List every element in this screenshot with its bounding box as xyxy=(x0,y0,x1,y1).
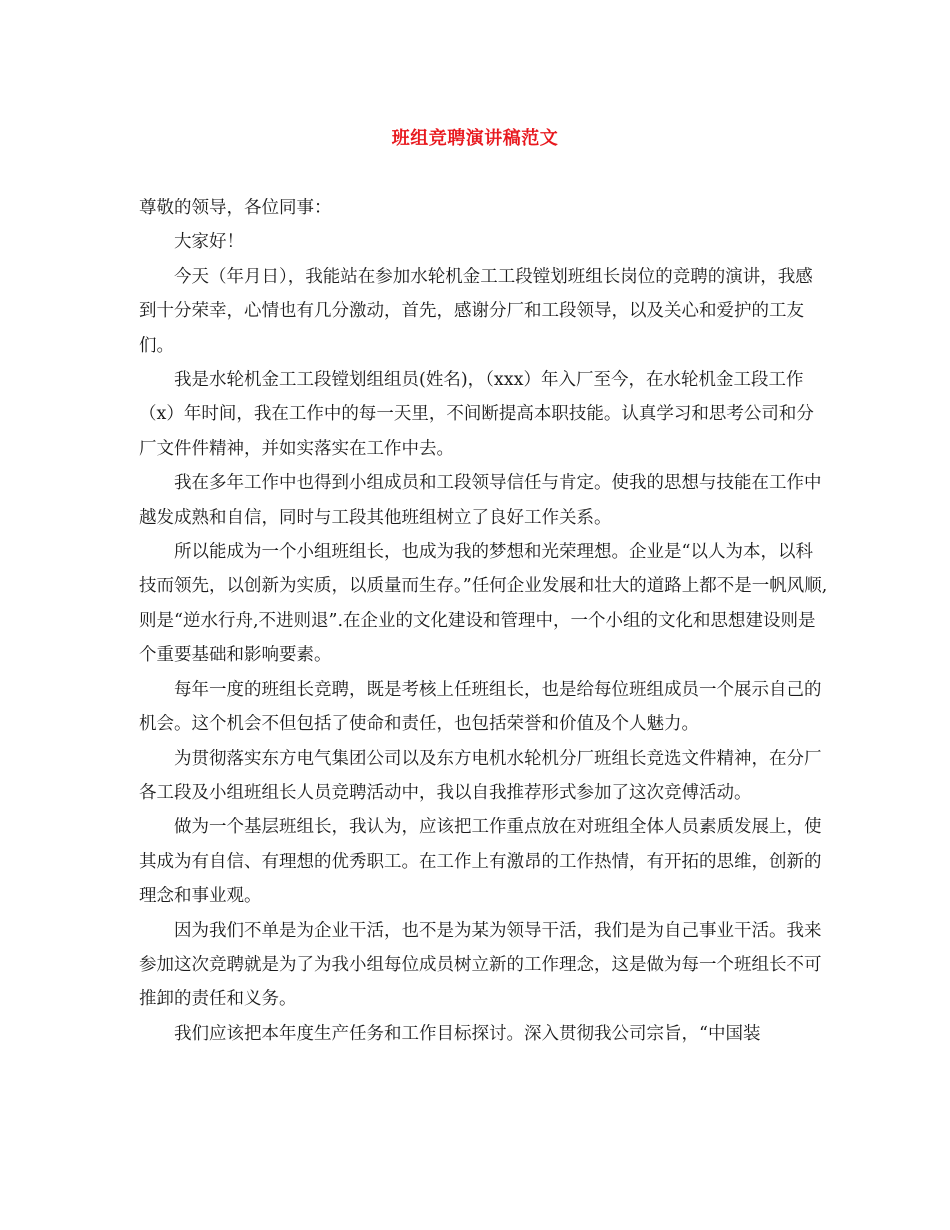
paragraph: 所以能成为一个小组班组长，也成为我的梦想和光荣理想。企业是“以人为本，以科技而领先，以创新为实质，以质量而生存。”任何企业发展和壮大的道路上都不是一帆风顺,则是“逆水行舟,不进则退”.在企业的文化建设和管理中，一个小组的文化和思想建设则是个重要基础和影响要素。 xyxy=(139,542,828,666)
paragraph: 大家好！ xyxy=(174,232,244,253)
salutation: 尊敬的领导，各位同事： xyxy=(139,198,332,218)
paragraph: 我在多年工作中也得到小组成员和工段领导信任与肯定。使我的思想与技能在工作中越发成熟和自信，同时与工段其他班组树立了良好工作关系。 xyxy=(139,473,822,528)
paragraph: 因为我们不单是为企业干活，也不是为某为领导干活，我们是为自己事业干活。我来参加这次竞聘就是为了为我小组每位成员树立新的工作理念，这是做为每一个班组长不可推卸的责任和义务。 xyxy=(139,920,822,1010)
paragraph: 我们应该把本年度生产任务和工作目标探讨。深入贯彻我公司宗旨，“中国装 xyxy=(174,1023,761,1044)
document-title: 班组竞聘演讲稿范文 xyxy=(391,128,559,149)
paragraph: 每年一度的班组长竞聘，既是考核上任班组长，也是给每位班组成员一个展示自己的机会。这个机会不但包括了使命和责任，也包括荣誉和价值及个人魅力。 xyxy=(139,679,822,735)
paragraph: 我是水轮机金工工段镗划组组员(姓名)，（xxx）年入厂至今，在水轮机金工段工作（x）年时间，我在工作中的每一天里，不间断提高本职技能。认真学习和思考公司和分厂文件件精神，并如实落实在工作中去。 xyxy=(139,370,814,459)
paragraph: 今天（年月日），我能站在参加水轮机金工工段镗划班组长岗位的竞聘的演讲，我感到十分荣幸，心情也有几分激动，首先，感谢分厂和工段领导，以及关心和爱护的工友们。 xyxy=(139,266,813,356)
paragraph: 做为一个基层班组长，我认为，应该把工作重点放在对班组全体人员素质发展上，使其成为有自信、有理想的优秀职工。在工作上有激昂的工作热情，有开拓的思维，创新的理念和事业观。 xyxy=(139,817,822,907)
paragraph: 为贯彻落实东方电气集团公司以及东方电机水轮机分厂班组长竞选文件精神，在分厂各工段及小组班组长人员竞聘活动中，我以自我推荐形式参加了这次竞傅活动。 xyxy=(139,748,822,803)
document-body xyxy=(139,191,829,1051)
